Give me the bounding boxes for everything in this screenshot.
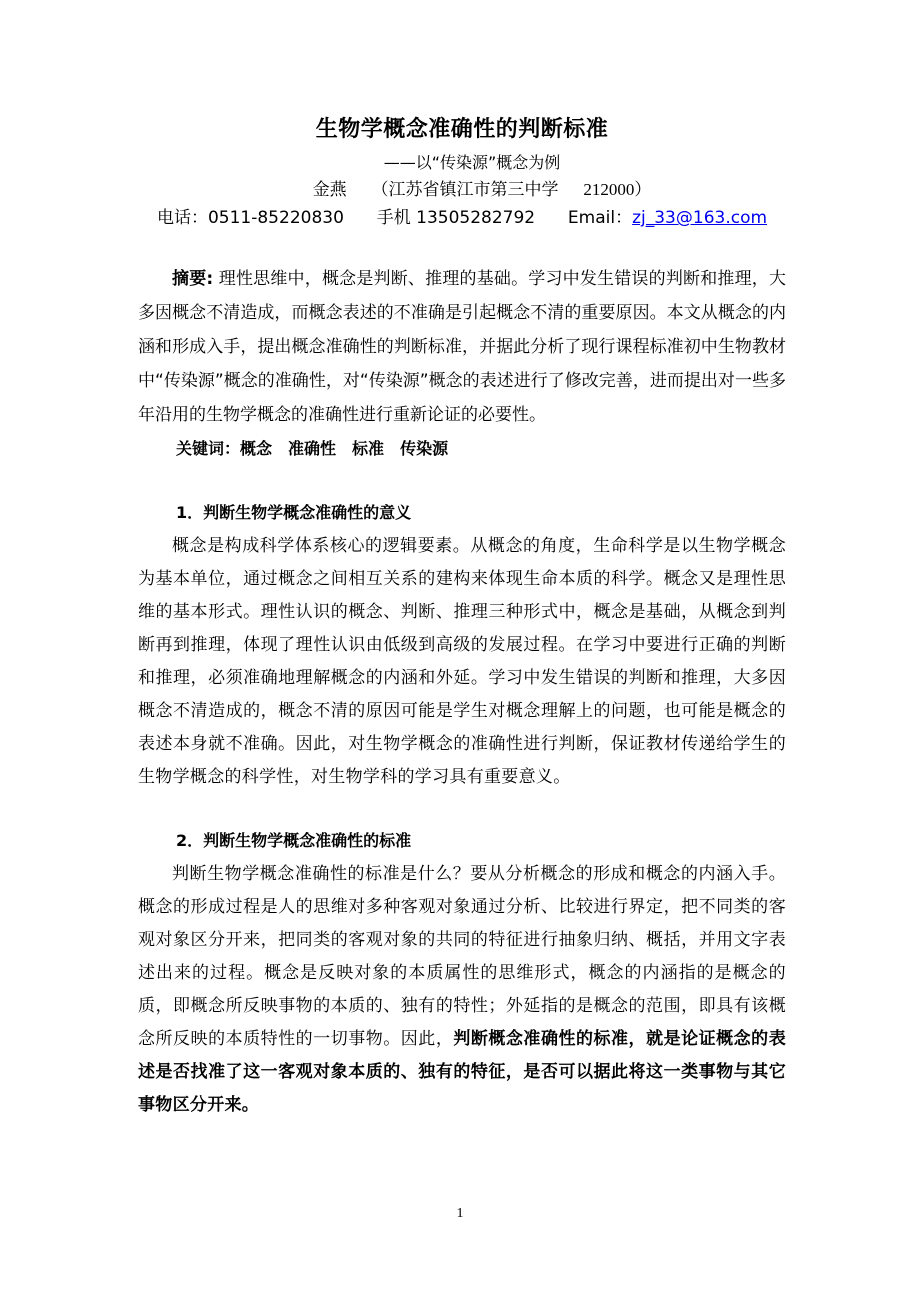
phone-label: 电话：0511-85220830 [156,208,344,228]
abstract-label: 摘要: [172,269,214,289]
section-1-paragraph: 概念是构成科学体系核心的逻辑要素。从概念的角度，生命科学是以生物学概念为基本单位，通过概念之间相互关系的建构来体现生命本质的科学。概念又是理性思维的基本形式。理性认识的概念、判断、推理三种形式中，概念是基础，从概念到判断再到推理，体现了理性认识由低级到高级的发展过程。在学习中要进行正确的判断和推理，必须准确地理解概念的内涵和外延。学习中发生错误的判断和推理，大多因概念不清造成的，概念不清的原因可能是学生对概念理解上的问题，也可能是概念的表述本身就不准确。因此，对生物学概念的准确性进行判断，保证教材传递给学生的生物学概念的科学性，对生物学科的学习具有重要意义。 [138,536,786,787]
keyword-item: 标准 [352,439,385,458]
author-name: 金燕 [312,180,347,200]
section-2-bold-text: 判断概念准确性的标准，就是论证概念的表述是否找准了这一客观对象本质的、独有的特征，是否可以据此将这一类事物与其它事物区分开来。 [138,1029,787,1115]
author-zip: 212000） [583,180,652,199]
section-1-title: 1．判断生物学概念准确性的意义 [176,503,412,522]
contact-line [116,204,808,232]
abstract-text: 理性思维中，概念是判断、推理的基础。学习中发生错误的判断和推理，大多因概念不清造成，而概念表述的不准确是引起概念不清的重要原因。本文从概念的内涵和形成入手，提出概念准确性的判断标准，并据此分析了现行课程标准初中生物教材中“传染源”概念的准确性，对“传染源”概念的表述进行了修改完善，进而提出对一些多年沿用的生物学概念的准确性进行重新论证的必要性。 [138,269,786,425]
paper-subtitle: ——以“传染源”概念为例 [383,153,561,172]
abstract [138,262,786,432]
mobile-label: 手机 13505282792 [376,208,536,228]
keyword-item: 概念 [240,439,273,458]
page-number: 1 [456,1206,464,1221]
section-2-text: 判断生物学概念准确性的标准是什么？要从分析概念的形成和概念的内涵入手。概念的形成过程是人的思维对多种客观对象通过分析、比较进行界定，把不同类的客观对象区分开来，把同类的客观对象的共同的特征进行抽象归纳、概括，并用文字表述出来的过程。概念是反映对象的本质属性的思维形式，概念的内涵指的是概念的质，即概念所反映事物的本质的、独有的特性；外延指的是概念的范围，即具有该概念所反映的本质特性的一切事物。因此， [138,864,786,1049]
author-line [138,176,786,204]
email-link[interactable]: zj_33@163.com [632,208,768,228]
keywords-label: 关键词： [176,439,241,458]
document-page [138,110,786,1122]
email-label: Email： [567,208,633,228]
section-2-title: 2．判断生物学概念准确性的标准 [176,831,412,850]
paper-title: 生物学概念准确性的判断标准 [315,117,609,142]
author-affiliation: （江苏省镇江市第三中学 [371,180,559,200]
keywords [138,432,786,466]
keyword-item: 准确性 [288,439,337,458]
section-2-paragraph [138,858,786,1122]
keyword-item: 传染源 [400,439,449,458]
